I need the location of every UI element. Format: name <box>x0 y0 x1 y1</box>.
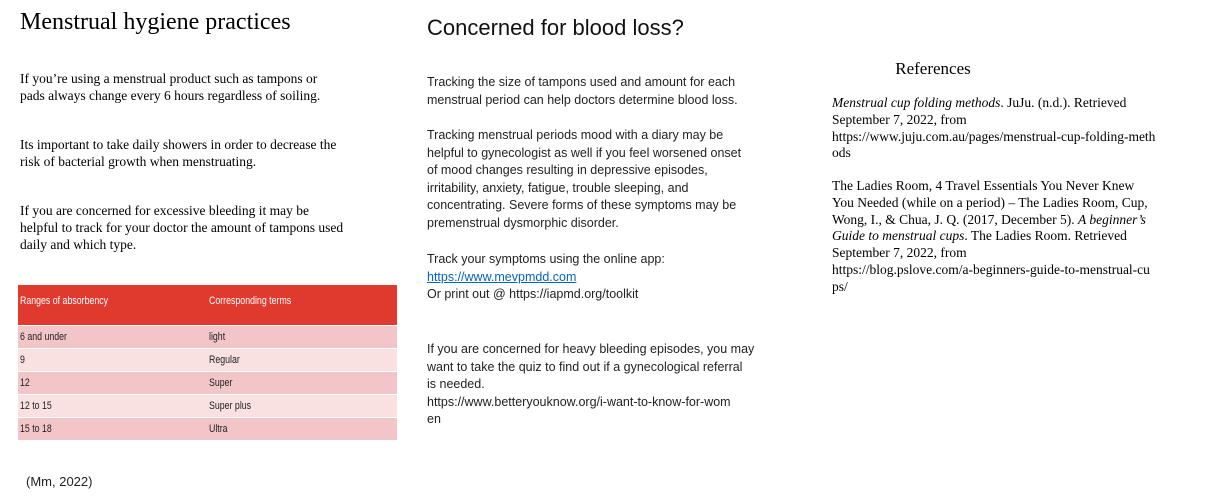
text-line: The Ladies Room, 4 Travel Essentials You Never Knew <box>832 178 1135 193</box>
text-line: Its important to take daily showers in order to decrease the <box>20 137 337 152</box>
product-change-paragraph <box>20 70 320 104</box>
text-line: If you are concerned for heavy bleeding episodes, you may <box>427 342 755 356</box>
tampon-tracking-paragraph <box>427 74 738 109</box>
text-line: concentrating. Severe forms of these symptoms may be <box>427 198 737 212</box>
term-value: Super plus <box>209 400 252 412</box>
left-section-title: Menstrual hygiene practices <box>20 9 291 35</box>
reference-url: ps/ <box>832 278 848 294</box>
term-value: Super <box>209 377 233 389</box>
daily-showers-paragraph <box>20 136 336 170</box>
reference-url: ods <box>832 145 851 161</box>
table-cell <box>18 395 207 417</box>
quiz-paragraph <box>427 341 754 429</box>
print-toolkit-text: Or print out @ https://iapmd.org/toolkit <box>427 287 639 301</box>
range-value: 9 <box>20 354 25 366</box>
excessive-bleeding-paragraph <box>20 202 343 253</box>
header-terms-label: Corresponding terms <box>209 295 292 307</box>
references-heading: References <box>895 59 971 78</box>
text-line: Tracking menstrual periods mood with a diary may be <box>427 128 724 142</box>
term-value: Regular <box>209 354 240 366</box>
text-line: daily and which type. <box>20 237 137 252</box>
table-row <box>18 394 397 417</box>
text-line: premenstrual dysmorphic disorder. <box>427 215 619 230</box>
text-line: September 7, 2022, from <box>832 245 967 261</box>
text-line: is needed. <box>427 377 485 391</box>
table-header-cell <box>207 285 397 325</box>
table-cell <box>18 326 207 348</box>
header-ranges-label: Ranges of absorbency <box>20 295 109 307</box>
reference-entry <box>832 95 1155 162</box>
text-line: Tracking the size of tampons used and amount for each <box>427 75 736 89</box>
table-cell <box>207 395 397 417</box>
reference-title: Guide to menstrual cups <box>832 228 965 244</box>
text-line: menstrual period can help doctors determine blood loss. <box>427 92 738 107</box>
table-cell <box>18 372 207 394</box>
quiz-url-line: https://www.betteryouknow.org/i-want-to-know-for-wom <box>427 394 731 409</box>
table-cell <box>18 349 207 371</box>
table-row <box>18 417 397 440</box>
mood-diary-paragraph <box>427 127 741 232</box>
mevpmdd-link[interactable]: https://www.mevpmdd.com <box>427 269 577 284</box>
text-line: helpful to track for your doctor the amount of tampons used <box>20 220 344 235</box>
text-line: of mood changes resulting in depressive episodes, <box>427 163 708 177</box>
reference-text: . The Ladies Room. Retrieved <box>964 228 1127 244</box>
track-symptoms-block <box>427 251 665 304</box>
text-line: September 7, 2022, from <box>832 111 967 127</box>
absorbency-table <box>18 285 397 440</box>
reference-text: . JuJu. (n.d.). Retrieved <box>1000 95 1127 110</box>
table-row <box>18 371 397 394</box>
table-citation: (Mm, 2022) <box>26 474 93 489</box>
text-line: You Needed (while on a period) – The Ladies Room, Cup, <box>832 194 1148 210</box>
reference-entry <box>832 178 1150 296</box>
text-line: If you are concerned for excessive bleeding it may be <box>20 203 309 218</box>
reference-title: Menstrual cup folding methods <box>832 95 1001 110</box>
reference-url: https://www.juju.com.au/pages/menstrual-cup-folding-meth <box>832 128 1156 144</box>
table-cell <box>207 326 397 348</box>
text-line <box>832 95 1155 112</box>
table-cell <box>207 372 397 394</box>
reference-url: https://blog.pslove.com/a-beginners-guide-to-menstrual-cu <box>832 261 1150 277</box>
quiz-url-line: en <box>427 412 441 426</box>
middle-section-title: Concerned for blood loss? <box>427 15 684 40</box>
text-line <box>832 228 1150 245</box>
range-value: 15 to 18 <box>20 423 52 435</box>
text-line: helpful to gynecologist as well if you feel worsened onset <box>427 145 742 160</box>
text-line <box>832 212 1150 229</box>
text-line: pads always change every 6 hours regardless of soiling. <box>20 88 321 103</box>
reference-text: Wong, I., & Chua, J. Q. (2017, December 5). <box>832 211 1078 227</box>
text-line: risk of bacterial growth when menstruating. <box>20 154 257 169</box>
term-value: light <box>209 331 226 343</box>
table-row <box>18 348 397 371</box>
reference-title: A beginner’s <box>1078 211 1146 227</box>
term-value: Ultra <box>209 423 228 435</box>
range-value: 12 <box>20 377 30 389</box>
text-line: If you’re using a menstrual product such as tampons or <box>20 71 318 86</box>
track-symptoms-label: Track your symptoms using the online app: <box>427 252 665 266</box>
table-cell <box>207 349 397 371</box>
table-cell <box>18 418 207 440</box>
range-value: 6 and under <box>20 331 67 343</box>
table-row <box>18 325 397 348</box>
text-line: irritability, anxiety, fatigue, trouble sleeping, and <box>427 180 689 195</box>
text-line: want to take the quiz to find out if a gynecological referral <box>427 359 743 374</box>
table-header-cell <box>18 285 207 325</box>
table-header-row <box>18 285 397 325</box>
range-value: 12 to 15 <box>20 400 52 412</box>
table-cell <box>207 418 397 440</box>
